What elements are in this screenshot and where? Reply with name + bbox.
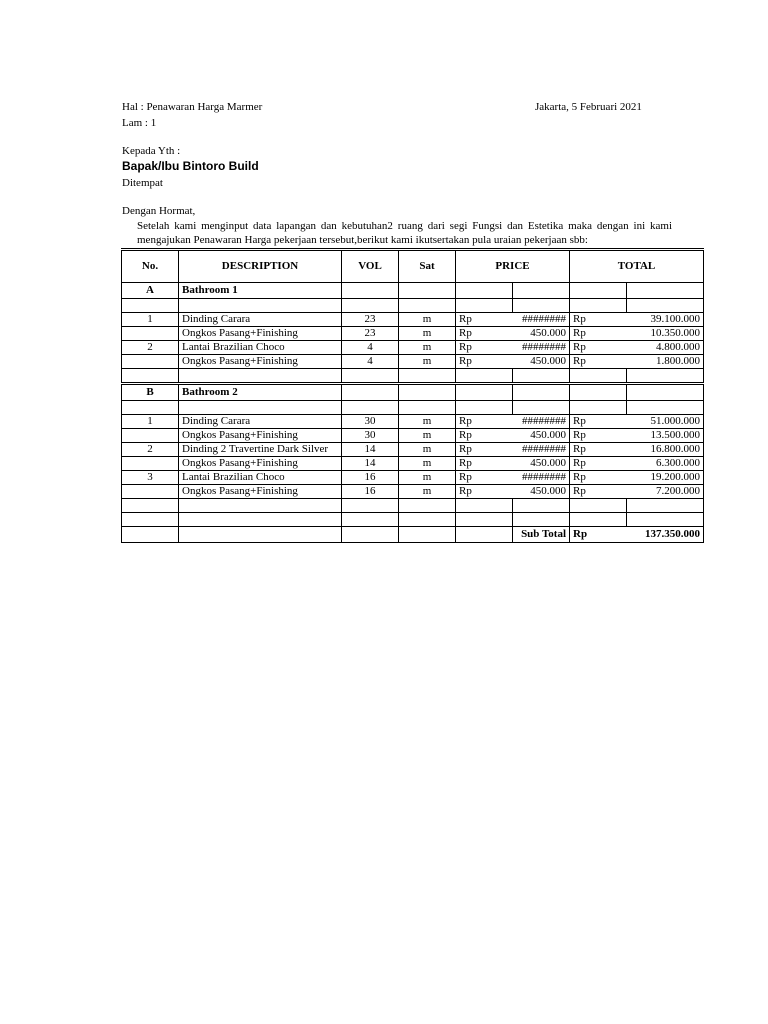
item-vol: 16 [342, 485, 399, 499]
item-description: Ongkos Pasang+Finishing [179, 485, 342, 499]
item-description: Dinding Carara [179, 313, 342, 327]
price-currency: Rp [456, 485, 513, 499]
item-description: Ongkos Pasang+Finishing [179, 457, 342, 471]
empty-cell [627, 513, 704, 527]
salutation: Dengan Hormat, [122, 205, 196, 217]
empty-cell [342, 527, 399, 543]
item-no [122, 355, 179, 369]
section-code: B [122, 384, 179, 401]
empty-cell [513, 299, 570, 313]
empty-cell [456, 527, 513, 543]
section-title: Bathroom 1 [179, 283, 342, 299]
header-vol: VOL [342, 250, 399, 283]
spacer-row [122, 299, 704, 313]
empty-cell [122, 499, 179, 513]
total-currency: Rp [570, 443, 627, 457]
subtotal-value: 137.350.000 [627, 527, 704, 543]
header-price: PRICE [456, 250, 570, 283]
empty-cell [513, 401, 570, 415]
section-header-row [122, 283, 704, 299]
recipient-location: Ditempat [122, 177, 163, 189]
empty-cell [456, 384, 513, 401]
empty-cell [342, 384, 399, 401]
empty-cell [399, 513, 456, 527]
empty-cell [627, 384, 704, 401]
recipient-greeting: Kepada Yth : [122, 145, 181, 157]
empty-cell [122, 299, 179, 313]
item-vol: 14 [342, 443, 399, 457]
letter-date: Jakarta, 5 Februari 2021 [535, 101, 642, 113]
empty-cell [399, 299, 456, 313]
empty-cell [399, 283, 456, 299]
item-description: Ongkos Pasang+Finishing [179, 327, 342, 341]
item-description: Lantai Brazilian Choco [179, 471, 342, 485]
empty-cell [627, 499, 704, 513]
item-description: Lantai Brazilian Choco [179, 341, 342, 355]
table-row [122, 471, 704, 485]
empty-cell [570, 384, 627, 401]
empty-cell [456, 283, 513, 299]
empty-cell [122, 527, 179, 543]
table-row [122, 355, 704, 369]
empty-cell [179, 299, 342, 313]
item-no [122, 457, 179, 471]
empty-cell [342, 299, 399, 313]
item-unit: m [399, 355, 456, 369]
empty-cell [456, 513, 513, 527]
item-total: 7.200.000 [627, 485, 704, 499]
empty-cell [570, 369, 627, 384]
recipient-name: Bapak/Ibu Bintoro Build [122, 159, 259, 173]
total-currency: Rp [570, 485, 627, 499]
total-currency: Rp [570, 327, 627, 341]
price-currency: Rp [456, 457, 513, 471]
spacer-row [122, 369, 704, 384]
header-no: No. [122, 250, 179, 283]
item-unit: m [399, 327, 456, 341]
spacer-row [122, 401, 704, 415]
total-currency: Rp [570, 429, 627, 443]
total-currency: Rp [570, 355, 627, 369]
item-unit: m [399, 415, 456, 429]
subtotal-currency: Rp [570, 527, 627, 543]
empty-cell [456, 401, 513, 415]
empty-cell [179, 513, 342, 527]
empty-cell [570, 283, 627, 299]
table-row [122, 443, 704, 457]
item-total: 10.350.000 [627, 327, 704, 341]
price-currency: Rp [456, 429, 513, 443]
empty-cell [122, 369, 179, 384]
empty-cell [570, 401, 627, 415]
empty-cell [570, 499, 627, 513]
price-currency: Rp [456, 355, 513, 369]
empty-cell [179, 369, 342, 384]
item-price: 450.000 [513, 327, 570, 341]
item-total: 16.800.000 [627, 443, 704, 457]
item-price: 450.000 [513, 457, 570, 471]
item-unit: m [399, 429, 456, 443]
item-vol: 23 [342, 327, 399, 341]
empty-cell [513, 283, 570, 299]
item-unit: m [399, 341, 456, 355]
item-description: Ongkos Pasang+Finishing [179, 355, 342, 369]
table-row [122, 313, 704, 327]
item-price: ######## [513, 471, 570, 485]
empty-cell [627, 299, 704, 313]
item-vol: 4 [342, 355, 399, 369]
empty-cell [627, 283, 704, 299]
spacer-row [122, 499, 704, 513]
empty-cell [456, 369, 513, 384]
item-total: 4.800.000 [627, 341, 704, 355]
empty-cell [179, 499, 342, 513]
table-row [122, 429, 704, 443]
spacer-row [122, 513, 704, 527]
item-vol: 4 [342, 341, 399, 355]
item-no: 1 [122, 415, 179, 429]
price-currency: Rp [456, 415, 513, 429]
subtotal-row [122, 527, 704, 543]
empty-cell [179, 401, 342, 415]
item-price: ######## [513, 415, 570, 429]
subtotal-label: Sub Total [513, 527, 570, 543]
empty-cell [627, 369, 704, 384]
item-price: ######## [513, 341, 570, 355]
empty-cell [399, 401, 456, 415]
item-total: 13.500.000 [627, 429, 704, 443]
empty-cell [342, 513, 399, 527]
total-currency: Rp [570, 313, 627, 327]
empty-cell [179, 527, 342, 543]
empty-cell [399, 369, 456, 384]
empty-cell [513, 499, 570, 513]
item-price: 450.000 [513, 485, 570, 499]
item-total: 1.800.000 [627, 355, 704, 369]
item-no [122, 485, 179, 499]
item-price: ######## [513, 443, 570, 457]
price-currency: Rp [456, 443, 513, 457]
attachment-line: Lam : 1 [122, 117, 157, 129]
empty-cell [399, 499, 456, 513]
item-no: 3 [122, 471, 179, 485]
empty-cell [513, 369, 570, 384]
header-sat: Sat [399, 250, 456, 283]
item-total: 39.100.000 [627, 313, 704, 327]
header-total: TOTAL [570, 250, 704, 283]
empty-cell [122, 401, 179, 415]
item-total: 6.300.000 [627, 457, 704, 471]
empty-cell [399, 527, 456, 543]
section-title: Bathroom 2 [179, 384, 342, 401]
section-header-row [122, 384, 704, 401]
empty-cell [399, 384, 456, 401]
section-code: A [122, 283, 179, 299]
quotation-table [121, 248, 704, 543]
item-unit: m [399, 443, 456, 457]
empty-cell [627, 401, 704, 415]
empty-cell [456, 499, 513, 513]
item-vol: 16 [342, 471, 399, 485]
item-vol: 14 [342, 457, 399, 471]
item-unit: m [399, 471, 456, 485]
item-vol: 30 [342, 429, 399, 443]
empty-cell [342, 283, 399, 299]
item-vol: 23 [342, 313, 399, 327]
item-unit: m [399, 485, 456, 499]
total-currency: Rp [570, 415, 627, 429]
table-row [122, 415, 704, 429]
item-description: Ongkos Pasang+Finishing [179, 429, 342, 443]
empty-cell [122, 513, 179, 527]
empty-cell [342, 369, 399, 384]
empty-cell [342, 401, 399, 415]
body-line-2: mengajukan Penawaran Harga pekerjaan tersebut,berikut kami ikutsertakan pula uraian pekerjaan sbb: [137, 234, 588, 246]
table-row [122, 485, 704, 499]
table-row [122, 327, 704, 341]
item-total: 19.200.000 [627, 471, 704, 485]
body-line-1: Setelah kami menginput data lapangan dan kebutuhan2 ruang dari segi Fungsi dan Estetika maka dengan ini kami [137, 220, 672, 232]
item-no: 1 [122, 313, 179, 327]
item-description: Dinding Carara [179, 415, 342, 429]
empty-cell [570, 299, 627, 313]
total-currency: Rp [570, 457, 627, 471]
item-description: Dinding 2 Travertine Dark Silver [179, 443, 342, 457]
empty-cell [513, 513, 570, 527]
item-no: 2 [122, 443, 179, 457]
price-currency: Rp [456, 341, 513, 355]
empty-cell [513, 384, 570, 401]
item-price: ######## [513, 313, 570, 327]
item-no [122, 429, 179, 443]
price-currency: Rp [456, 327, 513, 341]
item-no [122, 327, 179, 341]
table-header-row [122, 250, 704, 283]
item-unit: m [399, 313, 456, 327]
item-price: 450.000 [513, 429, 570, 443]
total-currency: Rp [570, 471, 627, 485]
item-unit: m [399, 457, 456, 471]
empty-cell [456, 299, 513, 313]
price-currency: Rp [456, 471, 513, 485]
subject-line: Hal : Penawaran Harga Marmer [122, 101, 263, 113]
item-total: 51.000.000 [627, 415, 704, 429]
item-price: 450.000 [513, 355, 570, 369]
item-no: 2 [122, 341, 179, 355]
header-description: DESCRIPTION [179, 250, 342, 283]
empty-cell [342, 499, 399, 513]
item-vol: 30 [342, 415, 399, 429]
table-row [122, 457, 704, 471]
total-currency: Rp [570, 341, 627, 355]
empty-cell [570, 513, 627, 527]
table-row [122, 341, 704, 355]
price-currency: Rp [456, 313, 513, 327]
